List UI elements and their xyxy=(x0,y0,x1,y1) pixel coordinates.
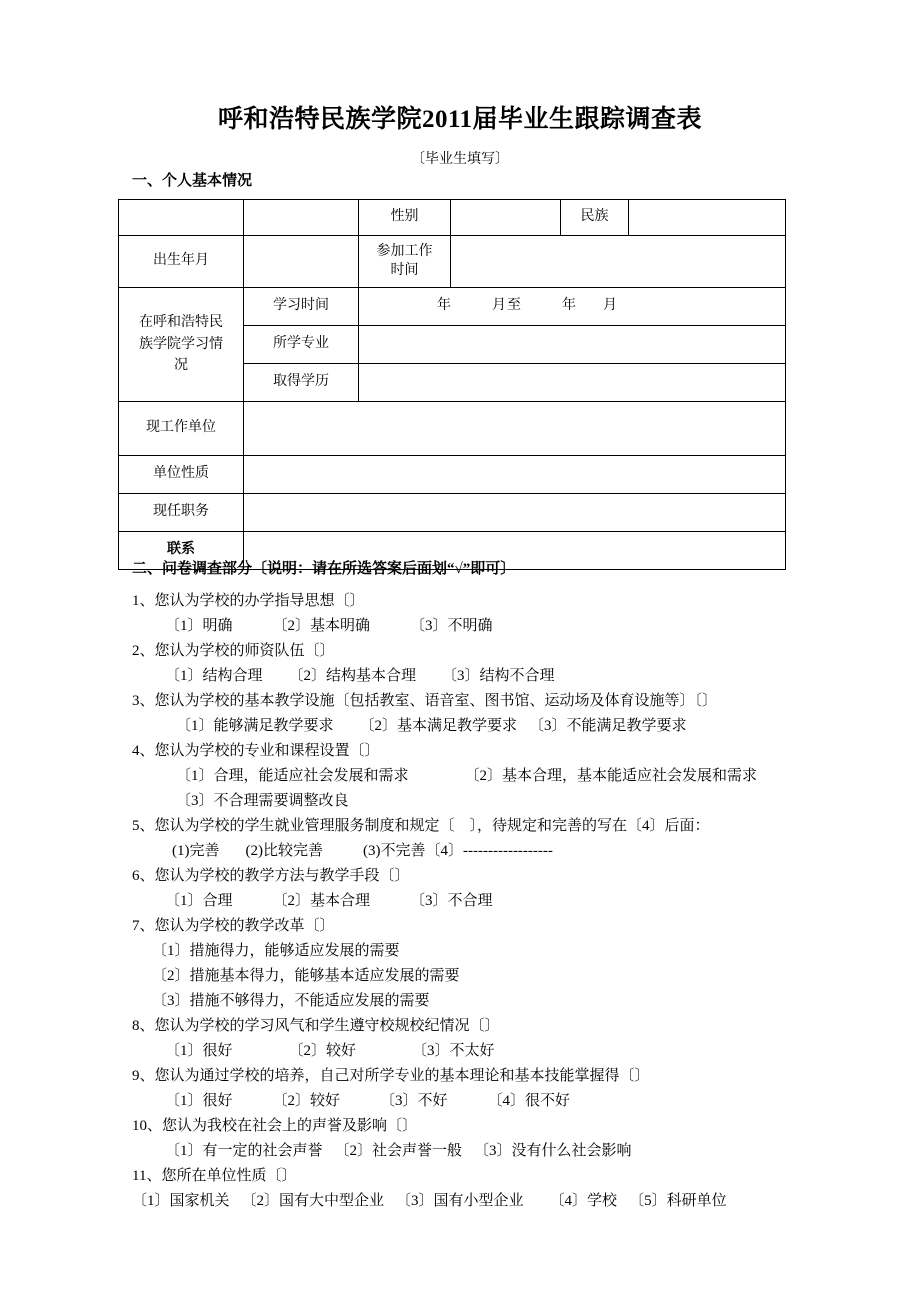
question-5-options xyxy=(132,839,710,864)
cell-major-label: 所学专业 xyxy=(244,326,359,364)
question-3 xyxy=(132,689,717,739)
question-4-options-row2 xyxy=(132,789,757,814)
question-2-options xyxy=(132,664,555,689)
cell-degree-label: 取得学历 xyxy=(244,364,359,402)
question-7-option-1[interactable]: 〔1〕措施得力，能够适应发展的需要 xyxy=(152,943,400,959)
question-8-option-2[interactable]: 〔2〕较好 xyxy=(288,1043,357,1059)
question-11-option-3[interactable]: 〔3〕国有小型企业 xyxy=(396,1193,524,1209)
question-5-text: 5、您认为学校的学生就业管理服务制度和规定〔 〕，待规定和完善的写在〔4〕后面： xyxy=(132,818,710,834)
cell-work-start-label: 参加工作 时间 xyxy=(359,236,451,288)
cell-study-period-value[interactable] xyxy=(359,288,786,326)
question-1-option-1[interactable]: 〔1〕明确 xyxy=(165,618,233,634)
question-10-option-2[interactable]: 〔2〕社会声誉一般 xyxy=(334,1143,463,1159)
cell-birth-date-label: 出生年月 xyxy=(119,236,244,288)
question-7 xyxy=(132,914,460,1014)
question-11-option-1[interactable]: 〔1〕国家机关 xyxy=(132,1193,230,1209)
question-11-option-5[interactable]: 〔5〕科研单位 xyxy=(629,1193,727,1209)
cell-current-position-value[interactable] xyxy=(244,494,786,532)
question-3-option-2[interactable]: 〔2〕基本满足教学要求 xyxy=(359,718,518,734)
study-month-2: 月 xyxy=(603,298,618,314)
question-9-options xyxy=(132,1089,650,1114)
question-3-text: 3、您认为学校的基本教学设施〔包括教室、语音室、图书馆、运动场及体育设施等〕〔〕 xyxy=(132,693,718,709)
question-8-option-3[interactable]: 〔3〕不太好 xyxy=(412,1043,495,1059)
question-7-option-3[interactable]: 〔3〕措施不够得力，不能适应发展的需要 xyxy=(152,993,430,1009)
question-2-text: 2、您认为学校的师资队伍〔〕 xyxy=(132,643,335,659)
question-1-option-2[interactable]: 〔2〕基本明确 xyxy=(272,618,371,634)
question-4-options-row1 xyxy=(132,764,757,789)
question-6 xyxy=(132,864,493,914)
question-2-option-2[interactable]: 〔2〕结构基本合理 xyxy=(288,668,417,684)
question-7-option-2-row xyxy=(132,964,460,989)
question-1-text: 1、您认为学校的办学指导思想〔〕 xyxy=(132,593,365,609)
section-heading-personal-info: 一、个人基本情况 xyxy=(132,173,253,189)
question-3-options xyxy=(132,714,717,739)
question-6-options xyxy=(132,889,493,914)
question-10-option-1[interactable]: 〔1〕有一定的社会声誉 xyxy=(165,1143,323,1159)
question-6-option-2[interactable]: 〔2〕基本合理 xyxy=(272,893,371,909)
table-row xyxy=(119,288,786,326)
cell-name-value[interactable] xyxy=(244,200,359,236)
question-2 xyxy=(132,639,555,689)
cell-study-period-label: 学习时间 xyxy=(244,288,359,326)
question-1 xyxy=(132,589,493,639)
question-7-text: 7、您认为学校的教学改革〔〕 xyxy=(132,918,335,934)
question-1-option-3[interactable]: 〔3〕不明确 xyxy=(410,618,493,634)
question-9 xyxy=(132,1064,650,1114)
cell-study-info-label: 在呼和浩特民 族学院学习情 况 xyxy=(119,288,244,402)
question-11-text: 11、您所在单位性质〔〕 xyxy=(132,1168,297,1184)
question-4-option-1[interactable]: 〔1〕合理，能适应社会发展和需求 xyxy=(176,768,409,784)
question-8-text: 8、您认为学校的学习风气和学生遵守校规校纪情况〔〕 xyxy=(132,1018,500,1034)
question-6-text: 6、您认为学校的教学方法与教学手段〔〕 xyxy=(132,868,410,884)
question-9-text: 9、您认为通过学校的培养，自己对所学专业的基本理论和基本技能掌握得〔〕 xyxy=(132,1068,650,1084)
question-6-option-3[interactable]: 〔3〕不合理 xyxy=(410,893,493,909)
question-9-option-1[interactable]: 〔1〕很好 xyxy=(165,1093,233,1109)
table-row xyxy=(119,236,786,288)
question-10-option-3[interactable]: 〔3〕没有什么社会影响 xyxy=(474,1143,632,1159)
question-9-option-4[interactable]: 〔4〕很不好 xyxy=(487,1093,571,1109)
cell-work-start-value[interactable] xyxy=(451,236,786,288)
study-year-1: 年 xyxy=(437,298,452,314)
question-10-options xyxy=(132,1139,632,1164)
section-heading-questionnaire: 二、问卷调查部分〔说明：请在所选答案后面划“√”即可〕 xyxy=(132,561,516,577)
question-6-option-1[interactable]: 〔1〕合理 xyxy=(165,893,233,909)
question-11-option-2[interactable]: 〔2〕国有大中型企业 xyxy=(241,1193,385,1209)
question-11-options xyxy=(132,1189,727,1214)
question-10 xyxy=(132,1114,632,1164)
study-month-1: 月至 xyxy=(492,298,522,314)
cell-unit-nature-value[interactable] xyxy=(244,456,786,494)
question-2-option-3[interactable]: 〔3〕结构不合理 xyxy=(442,668,555,684)
question-9-option-2[interactable]: 〔2〕较好 xyxy=(272,1093,341,1109)
question-8-option-1[interactable]: 〔1〕很好 xyxy=(165,1043,233,1059)
question-4-option-2[interactable]: 〔2〕基本合理，基本能适应社会发展和需求 xyxy=(464,768,758,784)
question-4-option-3[interactable]: 〔3〕不合理需要调整改良 xyxy=(176,793,349,809)
cell-current-position-label: 现任职务 xyxy=(119,494,244,532)
page-title: 呼和浩特民族学院2011届毕业生跟踪调查表 xyxy=(217,106,703,133)
question-7-option-1-row xyxy=(132,939,460,964)
cell-name-label[interactable] xyxy=(119,200,244,236)
personal-info-table xyxy=(118,199,786,570)
question-8 xyxy=(132,1014,500,1064)
question-4-text: 4、您认为学校的专业和课程设置〔〕 xyxy=(132,743,380,759)
cell-current-employer-label: 现工作单位 xyxy=(119,402,244,456)
question-5-option-1[interactable]: (1)完善 xyxy=(172,843,220,859)
cell-gender-label: 性别 xyxy=(359,200,451,236)
question-8-options xyxy=(132,1039,500,1064)
cell-ethnicity-value[interactable] xyxy=(629,200,786,236)
question-11-option-4[interactable]: 〔4〕学校 xyxy=(549,1193,618,1209)
question-1-options xyxy=(132,614,493,639)
table-row xyxy=(119,402,786,456)
question-5-option-2[interactable]: (2)比较完善 xyxy=(245,843,323,859)
cell-unit-nature-label: 单位性质 xyxy=(119,456,244,494)
cell-major-value[interactable] xyxy=(359,326,786,364)
cell-gender-value[interactable] xyxy=(451,200,561,236)
question-3-option-1[interactable]: 〔1〕能够满足教学要求 xyxy=(176,718,334,734)
question-2-option-1[interactable]: 〔1〕结构合理 xyxy=(165,668,263,684)
table-row xyxy=(119,456,786,494)
question-5 xyxy=(132,814,710,864)
question-5-option-3[interactable]: (3)不完善〔4〕------------------ xyxy=(363,843,553,859)
cell-contact-label: 联系 xyxy=(119,532,244,570)
cell-current-employer-value[interactable] xyxy=(244,402,786,456)
table-row xyxy=(119,494,786,532)
question-4 xyxy=(132,739,757,814)
question-7-option-3-row xyxy=(132,989,460,1014)
question-11 xyxy=(132,1164,727,1214)
cell-degree-value[interactable] xyxy=(359,364,786,402)
cell-ethnicity-label: 民族 xyxy=(561,200,629,236)
question-10-text: 10、您认为我校在社会上的声誉及影响〔〕 xyxy=(132,1118,418,1134)
table-row xyxy=(119,200,786,236)
cell-birth-date-value[interactable] xyxy=(244,236,359,288)
page-subtitle: 〔毕业生填写〕 xyxy=(411,152,509,167)
question-9-option-3[interactable]: 〔3〕不好 xyxy=(380,1093,448,1109)
question-7-option-2[interactable]: 〔2〕措施基本得力，能够基本适应发展的需要 xyxy=(152,968,460,984)
study-year-2: 年 xyxy=(562,298,577,314)
question-3-option-3[interactable]: 〔3〕不能满足教学要求 xyxy=(529,718,687,734)
